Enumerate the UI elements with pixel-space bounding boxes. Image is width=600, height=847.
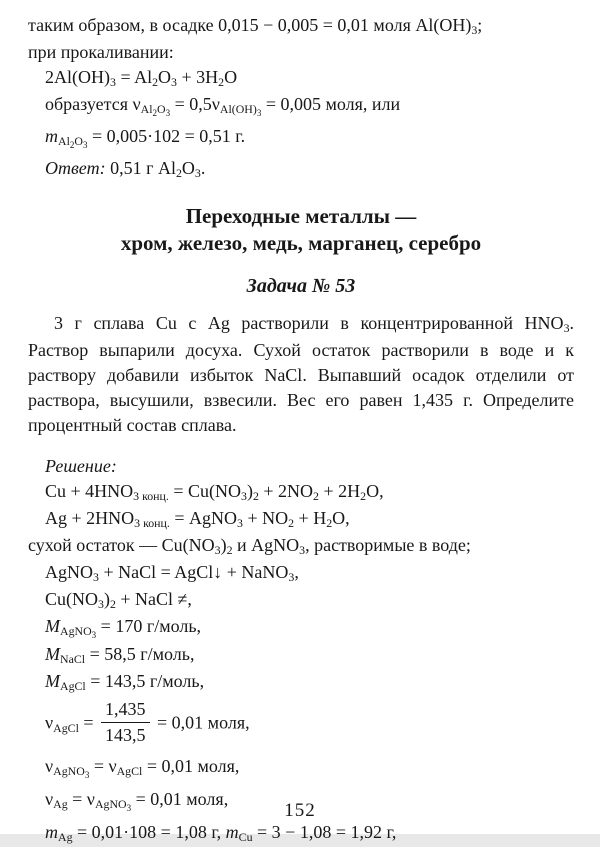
subscript: AgCl <box>116 764 143 779</box>
text-run: ; <box>477 15 483 35</box>
subscript: 3 <box>214 543 221 558</box>
text-run: = 0,01·108 = 1,08 г, <box>72 822 226 842</box>
task-title: Задача № 53 <box>246 275 356 297</box>
subscript: 3 <box>194 166 201 181</box>
text-run: O, <box>332 508 350 528</box>
italic-run: m <box>45 822 58 842</box>
text-line <box>28 614 574 642</box>
text-run: = 3 − 1,08 = 1,92 г, <box>252 822 397 842</box>
text-run: , <box>294 562 299 582</box>
subscript: 2 <box>152 75 159 90</box>
text-run: AgNO <box>45 562 93 582</box>
text-line <box>28 820 574 847</box>
text-line <box>28 156 574 183</box>
subscript: 3 <box>110 75 116 90</box>
page-number: 152 <box>284 800 316 821</box>
text-run: Cu + 4HNO <box>45 481 134 501</box>
section-heading <box>28 203 574 257</box>
subscript: 3 <box>471 23 478 38</box>
subscript: Al(OH) <box>219 102 257 117</box>
text-line <box>28 754 574 782</box>
sub-subscript: 3 <box>165 107 171 118</box>
subscript: 2 <box>218 75 225 90</box>
text-line <box>28 13 574 40</box>
text-run: , растворимые в воде; <box>305 535 471 555</box>
subscript: 2 <box>288 516 295 531</box>
text-run: Cu(NO <box>45 589 98 609</box>
text-run: сухой остаток — Cu(NO <box>28 535 215 555</box>
text-line <box>28 533 574 560</box>
italic-run: M <box>45 671 60 691</box>
italic-run: Ответ: <box>45 158 106 178</box>
text-run: O <box>181 158 195 178</box>
subscript: 3 конц. <box>134 516 170 531</box>
subscript: 3 <box>237 516 243 531</box>
text-line <box>28 506 574 533</box>
text-line <box>28 642 574 669</box>
subscript: 2 <box>326 516 333 531</box>
sub-subscript: 3 <box>84 769 90 780</box>
subscript: NaCl <box>60 652 86 667</box>
subscript: Ag <box>53 797 68 812</box>
text-line <box>28 560 574 587</box>
text-run: 3 г сплава Cu с Ag растворили в концентрированной HNO <box>54 313 564 333</box>
italic-run: Решение: <box>45 456 117 476</box>
section-heading-line-1: Переходные металлы — <box>185 204 417 228</box>
sub-subscript: 2 <box>69 139 75 150</box>
italic-run: m <box>45 126 58 146</box>
text-run: O <box>224 67 238 87</box>
text-run: = 58,5 г/моль, <box>85 644 195 664</box>
text-run: = 0,005 моля, или <box>261 94 401 114</box>
text-run: . <box>200 158 206 178</box>
text-run: ) <box>220 535 227 555</box>
subscript: 2 <box>175 166 182 181</box>
text-run: O <box>158 67 172 87</box>
subscript: Ag <box>58 830 73 845</box>
text-run: = 170 г/моль, <box>96 616 202 636</box>
subscript: Al <box>58 134 70 149</box>
section-heading-line-2: хром, железо, медь, марганец, серебро <box>120 231 482 255</box>
text-run: ν <box>45 712 54 733</box>
text-run: при прокаливании: <box>28 42 174 62</box>
subscript: 3 <box>98 597 104 612</box>
text-run: = ν <box>67 789 95 809</box>
text-run: Ag + 2HNO <box>45 508 135 528</box>
text-line <box>28 454 574 479</box>
solution-block <box>28 454 574 847</box>
text-line <box>28 669 574 696</box>
fraction-numerator: 1,435 <box>101 698 150 723</box>
text-run: = 0,005·102 = 0,51 г. <box>87 126 246 146</box>
subscript: AgCl <box>53 720 79 735</box>
subscript: 2 <box>313 489 319 504</box>
italic-run: m <box>225 822 239 842</box>
subscript: 2 <box>109 597 116 612</box>
subscript: Al <box>140 102 153 117</box>
text-run: ) <box>103 589 110 609</box>
subscript: O <box>74 134 83 149</box>
subscript: 3 <box>563 321 570 336</box>
subscript: 3 <box>241 489 247 504</box>
subscript: 2 <box>252 489 259 504</box>
fraction-denominator: 143,5 <box>105 725 146 745</box>
sub-subscript: 3 <box>91 629 97 640</box>
text-run: и AgNO <box>232 535 300 555</box>
sub-subscript: 3 <box>256 107 262 118</box>
text-run: = AgNO <box>169 508 238 528</box>
text-run: + H <box>294 508 327 528</box>
text-run: = 0,01 моля, <box>142 756 240 776</box>
subscript: 3 <box>299 543 306 558</box>
text-run: образуется ν <box>45 94 141 114</box>
italic-run: M <box>45 616 60 636</box>
text-run: + 3H <box>176 67 219 87</box>
text-run: ν <box>45 789 54 809</box>
subscript: AgCl <box>60 679 86 694</box>
text-run: ν <box>45 756 54 776</box>
text-line <box>28 479 574 506</box>
text-run: таким образом, в осадке 0,015 − 0,005 = 0,01 моля Al(OH) <box>28 15 472 35</box>
text-line <box>28 65 574 92</box>
text-run: 0,51 г Al <box>105 158 176 178</box>
text-run: . Раствор выпарили досуха. Сухой остаток растворили в воде и к раствору добавили избыток NaCl. Выпавший осадок отделили от раствора, высушили, взвесили. Вес его равен 1,435 г. Определите процентный состав сплава. <box>28 313 574 435</box>
text-run: = 0,5ν <box>170 94 220 114</box>
subscript: AgNO <box>60 624 92 639</box>
subscript: O <box>157 102 166 117</box>
sub-subscript: 3 <box>82 139 88 150</box>
text-line <box>28 92 574 120</box>
text-run: 2Al(OH) <box>45 67 110 87</box>
text-run: = 0,01 моля, <box>152 712 250 733</box>
subscript: 3 <box>171 75 177 90</box>
problem-paragraph <box>28 311 574 438</box>
text-line <box>28 700 574 749</box>
text-run: + NO <box>242 508 289 528</box>
subscript: 3 конц. <box>133 489 169 504</box>
text-run: + 2NO <box>258 481 314 501</box>
text-line <box>28 587 574 614</box>
italic-run: M <box>45 644 60 664</box>
text-run: + NaCl ≠, <box>115 589 192 609</box>
fraction <box>101 698 150 747</box>
text-run: = <box>78 712 99 733</box>
text-run: = Al <box>115 67 153 87</box>
text-run: = ν <box>89 756 117 776</box>
subscript: 3 <box>93 570 99 585</box>
text-line <box>28 124 574 152</box>
text-run: + 2H <box>318 481 361 501</box>
subscript: 3 <box>288 570 295 585</box>
subscript: AgNO <box>53 764 85 779</box>
text-run: + NaCl = AgCl↓ + NaNO <box>98 562 289 582</box>
text-run: ) <box>246 481 253 501</box>
previous-solution-block <box>28 13 574 183</box>
text-run: = Cu(NO <box>168 481 242 501</box>
text-run: = 143,5 г/моль, <box>85 671 205 691</box>
subscript: Cu <box>238 830 253 845</box>
subscript: 2 <box>226 543 233 558</box>
sub-subscript: 2 <box>152 107 157 118</box>
subscript: AgNO <box>94 797 127 812</box>
subscript: 2 <box>360 489 367 504</box>
sub-subscript: 3 <box>126 802 132 813</box>
text-run: O, <box>366 481 384 501</box>
text-run: = 0,01 моля, <box>131 789 229 809</box>
text-line <box>28 40 574 65</box>
